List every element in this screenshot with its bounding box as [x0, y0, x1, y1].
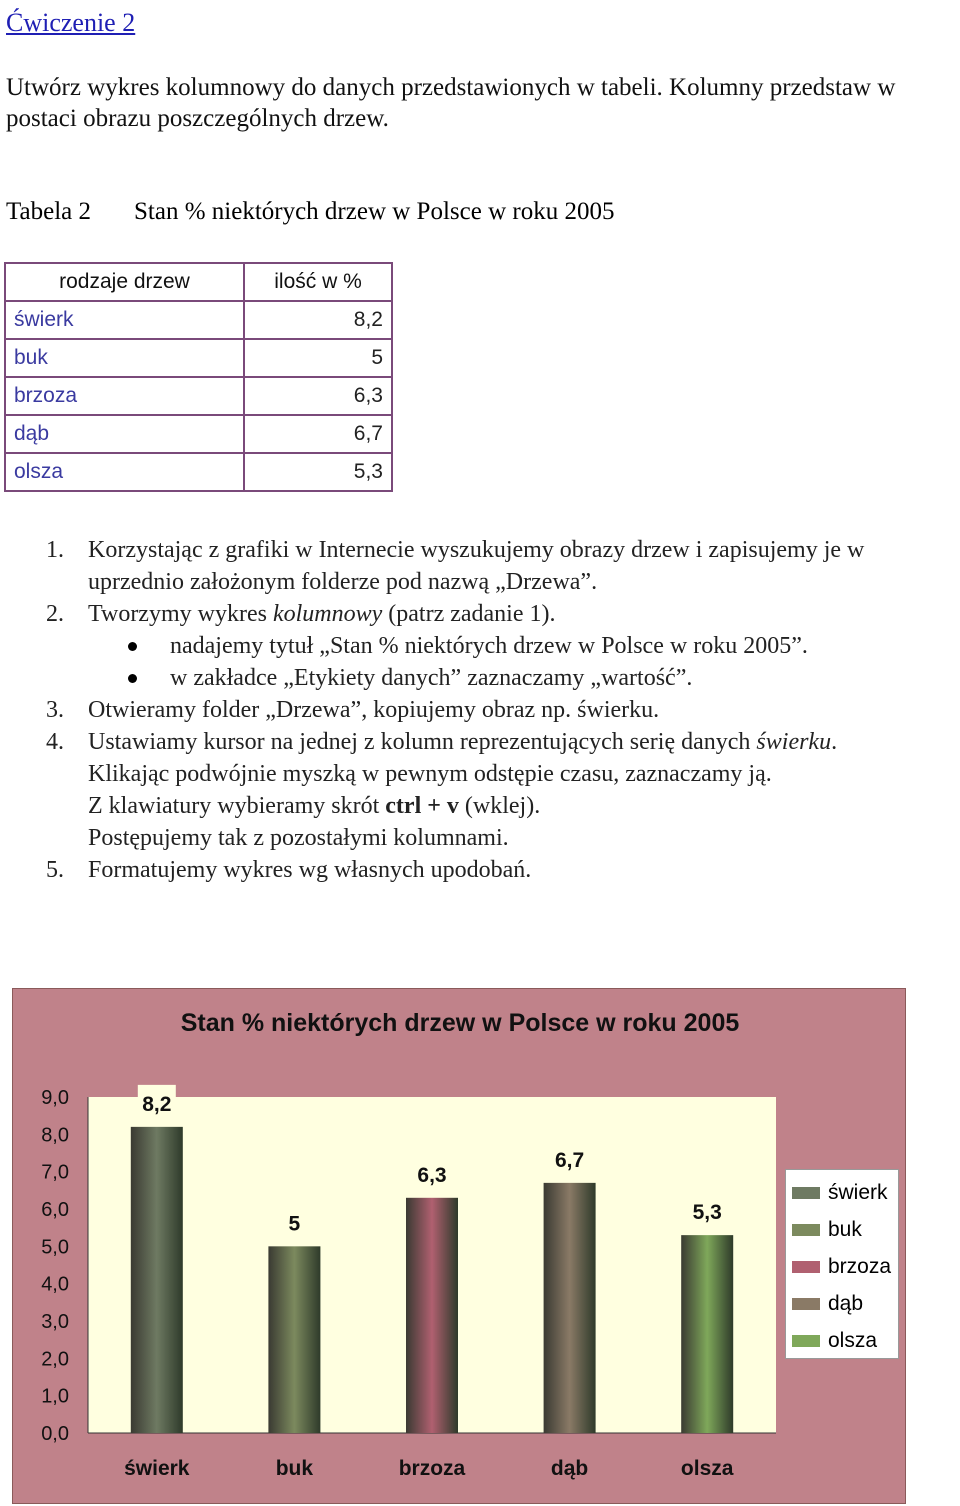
step-shortcut: ctrl + v	[385, 793, 459, 819]
chart-title: Stan % niektórych drzew w Polsce w roku 2005	[180, 1009, 740, 1037]
legend-label: dąb	[828, 1292, 864, 1315]
x-tick-label: dąb	[550, 1457, 589, 1480]
cell-value: 5	[244, 339, 392, 377]
step-text: (patrz zadanie 1).	[382, 601, 556, 627]
legend-label: świerk	[828, 1181, 888, 1204]
bullet-icon	[128, 642, 137, 651]
legend-item	[792, 1252, 891, 1282]
x-tick-label: brzoza	[398, 1457, 466, 1480]
cell-tree: olsza	[5, 453, 244, 491]
step-number: 5.	[46, 857, 64, 883]
cell-value: 6,3	[244, 377, 392, 415]
step-emphasis: świerku	[756, 729, 832, 755]
cell-value: 5,3	[244, 453, 392, 491]
bullet-text: w zakładce „Etykiety danych” zaznaczamy „wartość”.	[170, 665, 693, 691]
legend-swatch	[792, 1335, 820, 1347]
legend-label: buk	[828, 1218, 862, 1241]
step-text: Tworzymy wykres	[88, 601, 273, 627]
y-tick-label: 6,0	[41, 1199, 69, 1221]
cell-tree: dąb	[5, 415, 244, 453]
legend-swatch	[792, 1187, 820, 1199]
table-row	[5, 339, 392, 377]
x-tick-label: świerk	[124, 1457, 190, 1480]
legend-swatch	[792, 1224, 820, 1236]
step-1	[0, 534, 960, 598]
step-emphasis: kolumnowy	[272, 601, 383, 627]
y-tick-label: 3,0	[41, 1311, 69, 1333]
cell-value: 8,2	[244, 301, 392, 339]
step-text: Klikając podwójnie myszką w pewnym odstępie czasu, zaznaczamy ją.	[88, 761, 772, 787]
tree-column-chart	[12, 988, 906, 1504]
legend-item	[792, 1215, 862, 1245]
legend-label: brzoza	[828, 1255, 892, 1278]
bullet-icon	[128, 674, 137, 683]
step-text: Korzystając z grafiki w Internecie wyszukujemy obrazy drzew i zapisujemy je w uprzednio założonym folderze pod nazwą „Drzewa”.	[88, 537, 865, 595]
y-tick-label: 7,0	[41, 1161, 69, 1184]
instruction-steps	[0, 534, 960, 886]
cell-tree: buk	[5, 339, 244, 377]
chart-legend	[785, 1169, 899, 1359]
bar-3	[406, 1198, 458, 1433]
legend-item	[792, 1326, 877, 1356]
y-tick-label: 4,0	[41, 1273, 69, 1296]
data-label: 5,3	[692, 1201, 722, 1225]
step-number: 4.	[46, 729, 64, 755]
step-4	[0, 726, 960, 854]
bar-4	[544, 1183, 596, 1433]
data-label: 8,2	[142, 1092, 172, 1116]
data-label: 6,7	[554, 1148, 585, 1172]
bullet-item	[0, 630, 960, 662]
header-tree-type: rodzaje drzew	[5, 263, 244, 301]
data-table	[4, 262, 393, 492]
step-text: Ustawiamy kursor na jednej z kolumn reprezentujących serię danych	[88, 729, 757, 755]
step-text: Otwieramy folder „Drzewa”, kopiujemy obraz np. świerku.	[88, 697, 660, 723]
step-3	[0, 694, 960, 726]
step-2	[0, 598, 960, 630]
step-5	[0, 854, 960, 886]
chart-svg	[13, 989, 907, 1505]
table-caption-title: Stan % niektórych drzew w Polsce w roku 2005	[134, 198, 615, 225]
step-number: 3.	[46, 697, 64, 723]
step-text: Formatujemy wykres wg własnych upodobań.	[88, 857, 532, 883]
step-number: 1.	[46, 537, 64, 563]
step-text: (wklej).	[458, 793, 541, 819]
step-text: Postępujemy tak z pozostałymi kolumnami.	[88, 825, 509, 851]
data-label: 6,3	[417, 1163, 447, 1187]
exercise-heading: Ćwiczenie 2	[6, 8, 136, 37]
y-tick-label: 9,0	[41, 1087, 69, 1109]
legend-swatch	[792, 1261, 820, 1273]
bar-1	[131, 1127, 183, 1433]
step-text: .	[831, 729, 838, 755]
cell-tree: brzoza	[5, 377, 244, 415]
table-header-row	[5, 263, 392, 301]
step-number: 2.	[46, 601, 64, 627]
header-percent: ilość w %	[244, 263, 392, 301]
bar-5	[681, 1235, 733, 1433]
table-row	[5, 453, 392, 491]
y-tick-label: 8,0	[41, 1124, 69, 1147]
table-row	[5, 415, 392, 453]
step-text: Z klawiatury wybieramy skrót	[88, 793, 386, 819]
cell-tree: świerk	[5, 301, 244, 339]
y-tick-label: 2,0	[41, 1348, 69, 1371]
legend-item	[792, 1289, 863, 1319]
legend-swatch	[792, 1298, 820, 1310]
y-tick-label: 0,0	[41, 1423, 69, 1445]
bullet-text: nadajemy tytuł „Stan % niektórych drzew w Polsce w roku 2005”.	[170, 633, 808, 659]
bullet-item	[0, 662, 960, 694]
table-row	[5, 301, 392, 339]
table-row	[5, 377, 392, 415]
cell-value: 6,7	[244, 415, 392, 453]
legend-item	[792, 1178, 888, 1208]
intro-text: Utwórz wykres kolumnowy do danych przedstawionych w tabeli. Kolumny przedstaw w postaci obrazu poszczególnych drzew.	[6, 74, 896, 132]
x-tick-label: olsza	[680, 1457, 734, 1480]
y-tick-label: 1,0	[41, 1385, 69, 1408]
legend-label: olsza	[828, 1329, 878, 1352]
bar-2	[268, 1246, 320, 1433]
table-caption-label: Tabela 2	[6, 198, 92, 225]
data-label: 5	[288, 1212, 301, 1236]
x-tick-label: buk	[275, 1457, 314, 1480]
table-caption	[6, 198, 614, 226]
y-tick-label: 5,0	[41, 1236, 69, 1259]
